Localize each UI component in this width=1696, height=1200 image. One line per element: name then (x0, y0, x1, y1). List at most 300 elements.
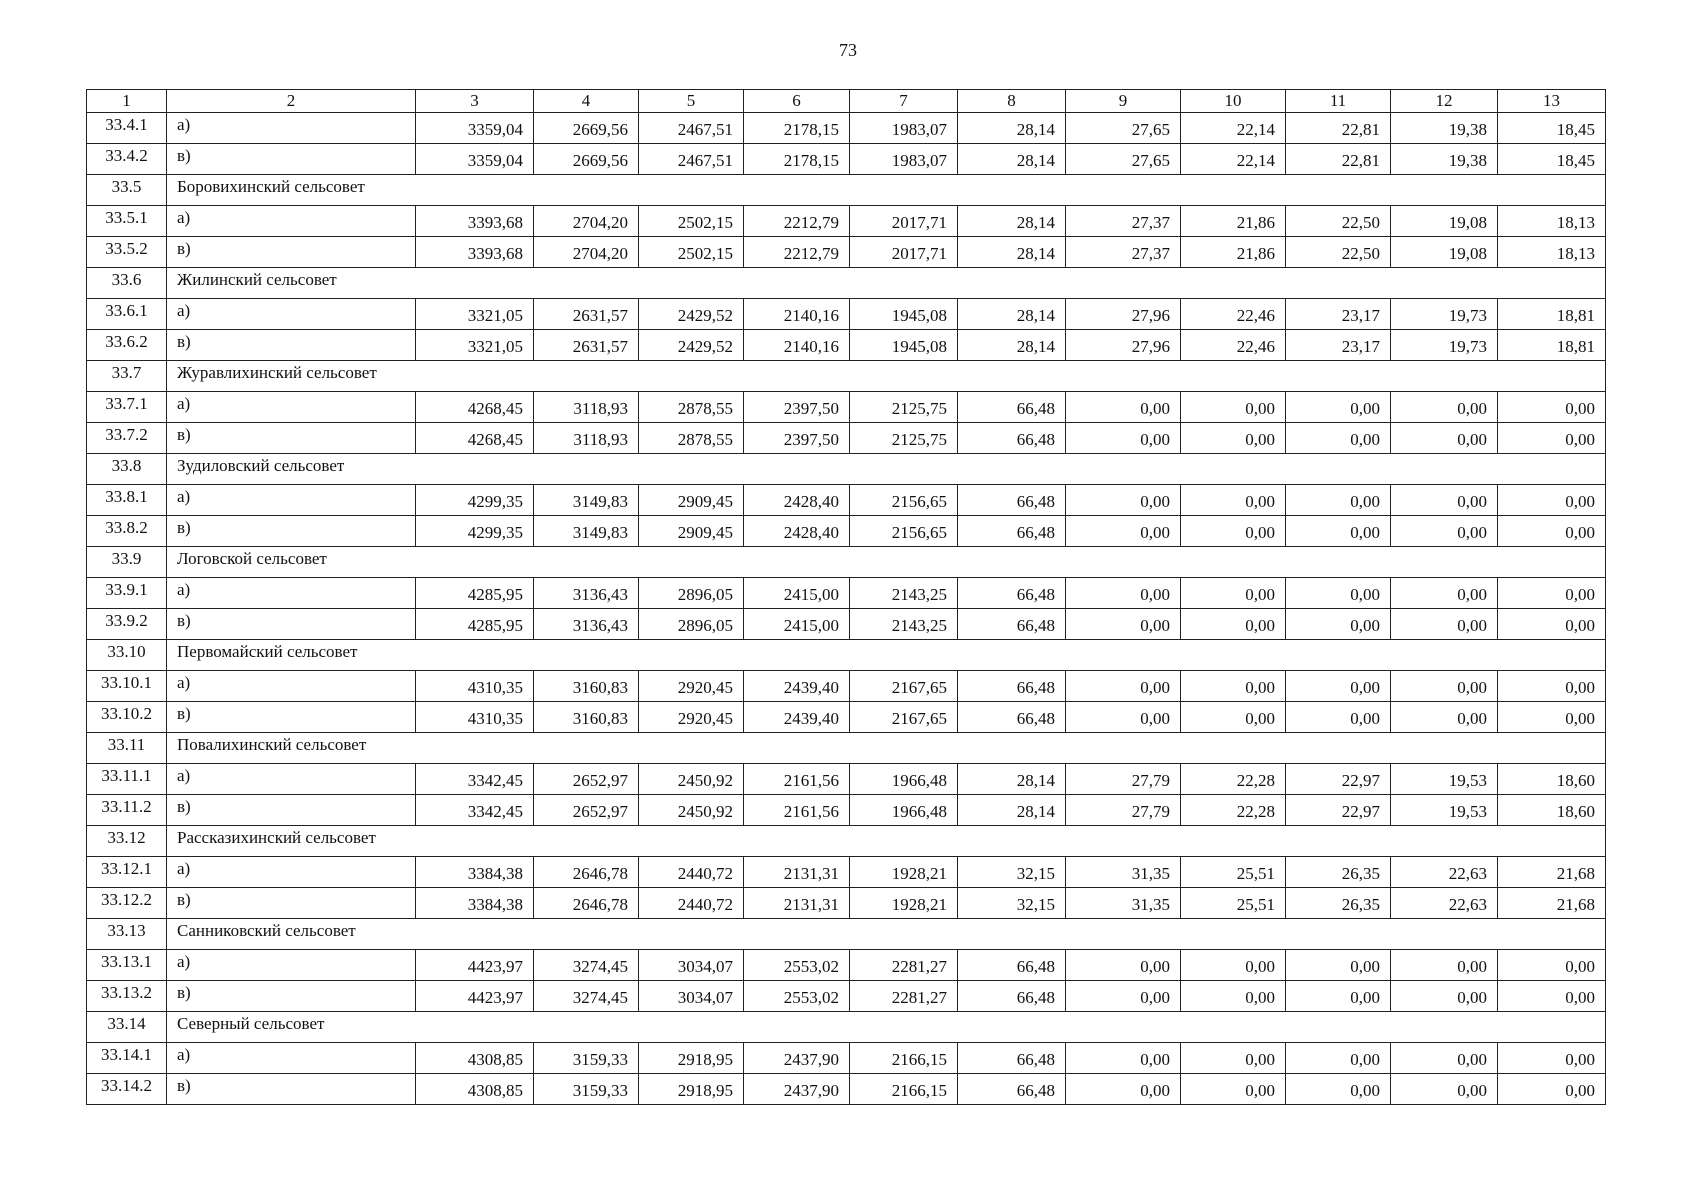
table-row (87, 237, 1606, 268)
value-cell: 0,00 (1286, 981, 1391, 1012)
section-title: Зудиловский сельсовет (167, 454, 1606, 485)
value-cell: 27,37 (1066, 206, 1181, 237)
value-cell: 4285,95 (416, 578, 534, 609)
value-cell: 2143,25 (850, 578, 958, 609)
row-code: 33.11.2 (87, 795, 167, 826)
value-cell: 22,97 (1286, 764, 1391, 795)
value-cell: 19,08 (1391, 206, 1498, 237)
section-row (87, 268, 1606, 299)
value-cell: 2631,57 (534, 330, 639, 361)
value-cell: 2166,15 (850, 1043, 958, 1074)
value-cell: 0,00 (1286, 702, 1391, 733)
value-cell: 0,00 (1066, 392, 1181, 423)
table-body (87, 90, 1606, 1105)
page-number: 73 (839, 40, 857, 60)
value-cell: 4308,85 (416, 1074, 534, 1105)
value-cell: 2140,16 (744, 299, 850, 330)
value-cell: 0,00 (1498, 609, 1606, 640)
value-cell: 0,00 (1066, 702, 1181, 733)
value-cell: 3160,83 (534, 702, 639, 733)
value-cell: 0,00 (1066, 485, 1181, 516)
value-cell: 2143,25 (850, 609, 958, 640)
value-cell: 28,14 (958, 144, 1066, 175)
value-cell: 22,63 (1391, 888, 1498, 919)
value-cell: 27,96 (1066, 299, 1181, 330)
tariff-table (86, 89, 1606, 1105)
value-cell: 2429,52 (639, 330, 744, 361)
value-cell: 19,73 (1391, 330, 1498, 361)
value-cell: 3118,93 (534, 423, 639, 454)
value-cell: 0,00 (1286, 485, 1391, 516)
row-label: а) (167, 392, 416, 423)
value-cell: 0,00 (1391, 485, 1498, 516)
value-cell: 32,15 (958, 888, 1066, 919)
value-cell: 2212,79 (744, 237, 850, 268)
value-cell: 27,79 (1066, 764, 1181, 795)
value-cell: 0,00 (1066, 981, 1181, 1012)
row-code: 33.10.1 (87, 671, 167, 702)
value-cell: 0,00 (1498, 423, 1606, 454)
value-cell: 22,28 (1181, 795, 1286, 826)
section-title: Санниковский сельсовет (167, 919, 1606, 950)
table-row (87, 609, 1606, 640)
row-label: а) (167, 764, 416, 795)
value-cell: 2450,92 (639, 795, 744, 826)
value-cell: 2178,15 (744, 144, 850, 175)
column-header: 5 (639, 90, 744, 113)
table-row (87, 857, 1606, 888)
value-cell: 19,08 (1391, 237, 1498, 268)
section-row (87, 919, 1606, 950)
value-cell: 22,81 (1286, 113, 1391, 144)
value-cell: 0,00 (1181, 485, 1286, 516)
section-row (87, 826, 1606, 857)
row-code: 33.10 (87, 640, 167, 671)
value-cell: 2156,65 (850, 516, 958, 547)
value-cell: 2440,72 (639, 888, 744, 919)
value-cell: 4310,35 (416, 702, 534, 733)
value-cell: 0,00 (1391, 950, 1498, 981)
value-cell: 0,00 (1181, 671, 1286, 702)
value-cell: 0,00 (1181, 981, 1286, 1012)
value-cell: 0,00 (1286, 578, 1391, 609)
table-row (87, 144, 1606, 175)
table-row (87, 392, 1606, 423)
value-cell: 22,50 (1286, 237, 1391, 268)
value-cell: 3034,07 (639, 950, 744, 981)
value-cell: 0,00 (1391, 1043, 1498, 1074)
value-cell: 0,00 (1391, 702, 1498, 733)
value-cell: 2437,90 (744, 1074, 850, 1105)
value-cell: 4310,35 (416, 671, 534, 702)
value-cell: 2878,55 (639, 423, 744, 454)
value-cell: 0,00 (1181, 392, 1286, 423)
table-row (87, 702, 1606, 733)
value-cell: 2437,90 (744, 1043, 850, 1074)
column-header: 8 (958, 90, 1066, 113)
value-cell: 19,38 (1391, 144, 1498, 175)
value-cell: 2167,65 (850, 702, 958, 733)
value-cell: 19,73 (1391, 299, 1498, 330)
section-row (87, 175, 1606, 206)
value-cell: 66,48 (958, 485, 1066, 516)
row-label: а) (167, 485, 416, 516)
value-cell: 0,00 (1391, 981, 1498, 1012)
value-cell: 27,65 (1066, 113, 1181, 144)
value-cell: 0,00 (1391, 578, 1498, 609)
value-cell: 3159,33 (534, 1074, 639, 1105)
table-row (87, 423, 1606, 454)
value-cell: 4299,35 (416, 516, 534, 547)
value-cell: 2553,02 (744, 981, 850, 1012)
value-cell: 3034,07 (639, 981, 744, 1012)
row-code: 33.9.2 (87, 609, 167, 640)
row-code: 33.13.2 (87, 981, 167, 1012)
value-cell: 0,00 (1286, 671, 1391, 702)
value-cell: 4299,35 (416, 485, 534, 516)
column-header: 9 (1066, 90, 1181, 113)
value-cell: 66,48 (958, 671, 1066, 702)
value-cell: 0,00 (1286, 516, 1391, 547)
row-code: 33.13.1 (87, 950, 167, 981)
value-cell: 0,00 (1498, 950, 1606, 981)
value-cell: 0,00 (1181, 702, 1286, 733)
row-label: а) (167, 950, 416, 981)
row-code: 33.4.1 (87, 113, 167, 144)
value-cell: 3342,45 (416, 764, 534, 795)
value-cell: 2450,92 (639, 764, 744, 795)
row-code: 33.6.2 (87, 330, 167, 361)
value-cell: 2397,50 (744, 423, 850, 454)
column-header: 11 (1286, 90, 1391, 113)
section-title: Журавлихинский сельсовет (167, 361, 1606, 392)
value-cell: 0,00 (1391, 671, 1498, 702)
column-header: 12 (1391, 90, 1498, 113)
value-cell: 0,00 (1066, 423, 1181, 454)
value-cell: 2156,65 (850, 485, 958, 516)
value-cell: 2896,05 (639, 609, 744, 640)
value-cell: 3136,43 (534, 578, 639, 609)
value-cell: 3393,68 (416, 237, 534, 268)
value-cell: 2704,20 (534, 237, 639, 268)
row-code: 33.14.2 (87, 1074, 167, 1105)
value-cell: 0,00 (1498, 1043, 1606, 1074)
value-cell: 22,50 (1286, 206, 1391, 237)
value-cell: 4268,45 (416, 423, 534, 454)
value-cell: 2646,78 (534, 857, 639, 888)
value-cell: 2669,56 (534, 113, 639, 144)
value-cell: 66,48 (958, 981, 1066, 1012)
row-label: в) (167, 1074, 416, 1105)
value-cell: 66,48 (958, 423, 1066, 454)
value-cell: 0,00 (1181, 950, 1286, 981)
value-cell: 2017,71 (850, 206, 958, 237)
value-cell: 25,51 (1181, 857, 1286, 888)
value-cell: 2428,40 (744, 485, 850, 516)
value-cell: 3359,04 (416, 144, 534, 175)
value-cell: 1945,08 (850, 330, 958, 361)
row-code: 33.12.2 (87, 888, 167, 919)
column-header: 10 (1181, 90, 1286, 113)
value-cell: 2281,27 (850, 981, 958, 1012)
value-cell: 66,48 (958, 609, 1066, 640)
section-title: Жилинский сельсовет (167, 268, 1606, 299)
value-cell: 27,96 (1066, 330, 1181, 361)
row-code: 33.5 (87, 175, 167, 206)
row-code: 33.9.1 (87, 578, 167, 609)
value-cell: 0,00 (1286, 1074, 1391, 1105)
row-label: в) (167, 888, 416, 919)
value-cell: 0,00 (1066, 578, 1181, 609)
value-cell: 0,00 (1498, 1074, 1606, 1105)
value-cell: 3321,05 (416, 299, 534, 330)
row-label: а) (167, 671, 416, 702)
value-cell: 66,48 (958, 702, 1066, 733)
value-cell: 4308,85 (416, 1043, 534, 1074)
value-cell: 28,14 (958, 330, 1066, 361)
value-cell: 4423,97 (416, 981, 534, 1012)
value-cell: 21,68 (1498, 857, 1606, 888)
value-cell: 2212,79 (744, 206, 850, 237)
value-cell: 4423,97 (416, 950, 534, 981)
column-header: 1 (87, 90, 167, 113)
row-code: 33.8 (87, 454, 167, 485)
row-code: 33.4.2 (87, 144, 167, 175)
table-row (87, 795, 1606, 826)
section-title: Повалихинский сельсовет (167, 733, 1606, 764)
section-title: Логовской сельсовет (167, 547, 1606, 578)
value-cell: 31,35 (1066, 857, 1181, 888)
value-cell: 2878,55 (639, 392, 744, 423)
table-row (87, 516, 1606, 547)
value-cell: 2281,27 (850, 950, 958, 981)
value-cell: 2502,15 (639, 237, 744, 268)
value-cell: 2909,45 (639, 516, 744, 547)
value-cell: 0,00 (1066, 671, 1181, 702)
row-code: 33.12.1 (87, 857, 167, 888)
row-label: в) (167, 423, 416, 454)
row-label: а) (167, 299, 416, 330)
value-cell: 0,00 (1181, 423, 1286, 454)
value-cell: 66,48 (958, 516, 1066, 547)
value-cell: 0,00 (1391, 1074, 1498, 1105)
value-cell: 25,51 (1181, 888, 1286, 919)
table-row (87, 764, 1606, 795)
value-cell: 0,00 (1181, 578, 1286, 609)
value-cell: 2415,00 (744, 609, 850, 640)
value-cell: 0,00 (1286, 1043, 1391, 1074)
row-label: в) (167, 516, 416, 547)
value-cell: 2131,31 (744, 857, 850, 888)
value-cell: 2669,56 (534, 144, 639, 175)
value-cell: 2415,00 (744, 578, 850, 609)
row-label: а) (167, 578, 416, 609)
value-cell: 0,00 (1391, 392, 1498, 423)
row-label: в) (167, 702, 416, 733)
value-cell: 3118,93 (534, 392, 639, 423)
section-row (87, 733, 1606, 764)
value-cell: 0,00 (1181, 516, 1286, 547)
column-header: 3 (416, 90, 534, 113)
value-cell: 1983,07 (850, 144, 958, 175)
value-cell: 18,13 (1498, 206, 1606, 237)
value-cell: 22,14 (1181, 113, 1286, 144)
value-cell: 22,46 (1181, 330, 1286, 361)
row-code: 33.14.1 (87, 1043, 167, 1074)
value-cell: 32,15 (958, 857, 1066, 888)
section-row (87, 640, 1606, 671)
value-cell: 26,35 (1286, 888, 1391, 919)
value-cell: 2646,78 (534, 888, 639, 919)
row-code: 33.7.1 (87, 392, 167, 423)
row-code: 33.7 (87, 361, 167, 392)
value-cell: 2140,16 (744, 330, 850, 361)
value-cell: 21,68 (1498, 888, 1606, 919)
value-cell: 2652,97 (534, 764, 639, 795)
value-cell: 28,14 (958, 299, 1066, 330)
value-cell: 0,00 (1286, 950, 1391, 981)
table-row (87, 671, 1606, 702)
value-cell: 0,00 (1498, 578, 1606, 609)
row-label: а) (167, 113, 416, 144)
value-cell: 2397,50 (744, 392, 850, 423)
row-code: 33.13 (87, 919, 167, 950)
value-cell: 3274,45 (534, 950, 639, 981)
column-header: 7 (850, 90, 958, 113)
value-cell: 3159,33 (534, 1043, 639, 1074)
section-row (87, 361, 1606, 392)
value-cell: 0,00 (1066, 1043, 1181, 1074)
row-label: в) (167, 237, 416, 268)
row-code: 33.11 (87, 733, 167, 764)
value-cell: 3274,45 (534, 981, 639, 1012)
value-cell: 0,00 (1181, 609, 1286, 640)
value-cell: 0,00 (1498, 671, 1606, 702)
table-row (87, 330, 1606, 361)
value-cell: 66,48 (958, 1043, 1066, 1074)
value-cell: 2704,20 (534, 206, 639, 237)
value-cell: 66,48 (958, 392, 1066, 423)
value-cell: 26,35 (1286, 857, 1391, 888)
value-cell: 0,00 (1066, 516, 1181, 547)
value-cell: 22,81 (1286, 144, 1391, 175)
row-code: 33.12 (87, 826, 167, 857)
value-cell: 19,38 (1391, 113, 1498, 144)
value-cell: 28,14 (958, 795, 1066, 826)
value-cell: 18,81 (1498, 299, 1606, 330)
value-cell: 1983,07 (850, 113, 958, 144)
value-cell: 66,48 (958, 950, 1066, 981)
row-code: 33.10.2 (87, 702, 167, 733)
row-label: в) (167, 330, 416, 361)
table-row (87, 578, 1606, 609)
value-cell: 0,00 (1066, 950, 1181, 981)
section-title: Первомайский сельсовет (167, 640, 1606, 671)
table-row (87, 888, 1606, 919)
value-cell: 3384,38 (416, 888, 534, 919)
value-cell: 0,00 (1498, 392, 1606, 423)
value-cell: 22,14 (1181, 144, 1286, 175)
value-cell: 3393,68 (416, 206, 534, 237)
value-cell: 28,14 (958, 764, 1066, 795)
value-cell: 23,17 (1286, 330, 1391, 361)
value-cell: 0,00 (1066, 609, 1181, 640)
row-label: а) (167, 206, 416, 237)
value-cell: 0,00 (1498, 516, 1606, 547)
row-code: 33.11.1 (87, 764, 167, 795)
table-row (87, 113, 1606, 144)
row-label: в) (167, 609, 416, 640)
value-cell: 2125,75 (850, 423, 958, 454)
value-cell: 2918,95 (639, 1074, 744, 1105)
row-code: 33.7.2 (87, 423, 167, 454)
value-cell: 2918,95 (639, 1043, 744, 1074)
row-label: в) (167, 144, 416, 175)
row-code: 33.8.2 (87, 516, 167, 547)
value-cell: 2553,02 (744, 950, 850, 981)
value-cell: 2502,15 (639, 206, 744, 237)
table-row (87, 950, 1606, 981)
row-code: 33.5.2 (87, 237, 167, 268)
value-cell: 18,81 (1498, 330, 1606, 361)
value-cell: 3149,83 (534, 516, 639, 547)
value-cell: 0,00 (1498, 702, 1606, 733)
value-cell: 1945,08 (850, 299, 958, 330)
value-cell: 18,60 (1498, 764, 1606, 795)
section-title: Рассказихинский сельсовет (167, 826, 1606, 857)
row-code: 33.9 (87, 547, 167, 578)
value-cell: 1966,48 (850, 764, 958, 795)
row-code: 33.6 (87, 268, 167, 299)
value-cell: 2467,51 (639, 144, 744, 175)
value-cell: 21,86 (1181, 237, 1286, 268)
value-cell: 2440,72 (639, 857, 744, 888)
value-cell: 2125,75 (850, 392, 958, 423)
table-row (87, 1074, 1606, 1105)
value-cell: 4285,95 (416, 609, 534, 640)
row-code: 33.8.1 (87, 485, 167, 516)
row-label: а) (167, 1043, 416, 1074)
value-cell: 0,00 (1181, 1043, 1286, 1074)
value-cell: 28,14 (958, 113, 1066, 144)
value-cell: 27,37 (1066, 237, 1181, 268)
value-cell: 28,14 (958, 237, 1066, 268)
value-cell: 0,00 (1286, 392, 1391, 423)
value-cell: 2439,40 (744, 702, 850, 733)
column-header: 13 (1498, 90, 1606, 113)
value-cell: 21,86 (1181, 206, 1286, 237)
value-cell: 2131,31 (744, 888, 850, 919)
value-cell: 22,28 (1181, 764, 1286, 795)
table-row (87, 485, 1606, 516)
row-label: в) (167, 981, 416, 1012)
value-cell: 2909,45 (639, 485, 744, 516)
value-cell: 2439,40 (744, 671, 850, 702)
value-cell: 2631,57 (534, 299, 639, 330)
value-cell: 2896,05 (639, 578, 744, 609)
value-cell: 2161,56 (744, 764, 850, 795)
value-cell: 22,97 (1286, 795, 1391, 826)
value-cell: 66,48 (958, 578, 1066, 609)
header-row (87, 90, 1606, 113)
row-code: 33.14 (87, 1012, 167, 1043)
value-cell: 22,63 (1391, 857, 1498, 888)
column-header: 2 (167, 90, 416, 113)
value-cell: 0,00 (1066, 1074, 1181, 1105)
section-title: Боровихинский сельсовет (167, 175, 1606, 206)
row-code: 33.5.1 (87, 206, 167, 237)
value-cell: 2166,15 (850, 1074, 958, 1105)
